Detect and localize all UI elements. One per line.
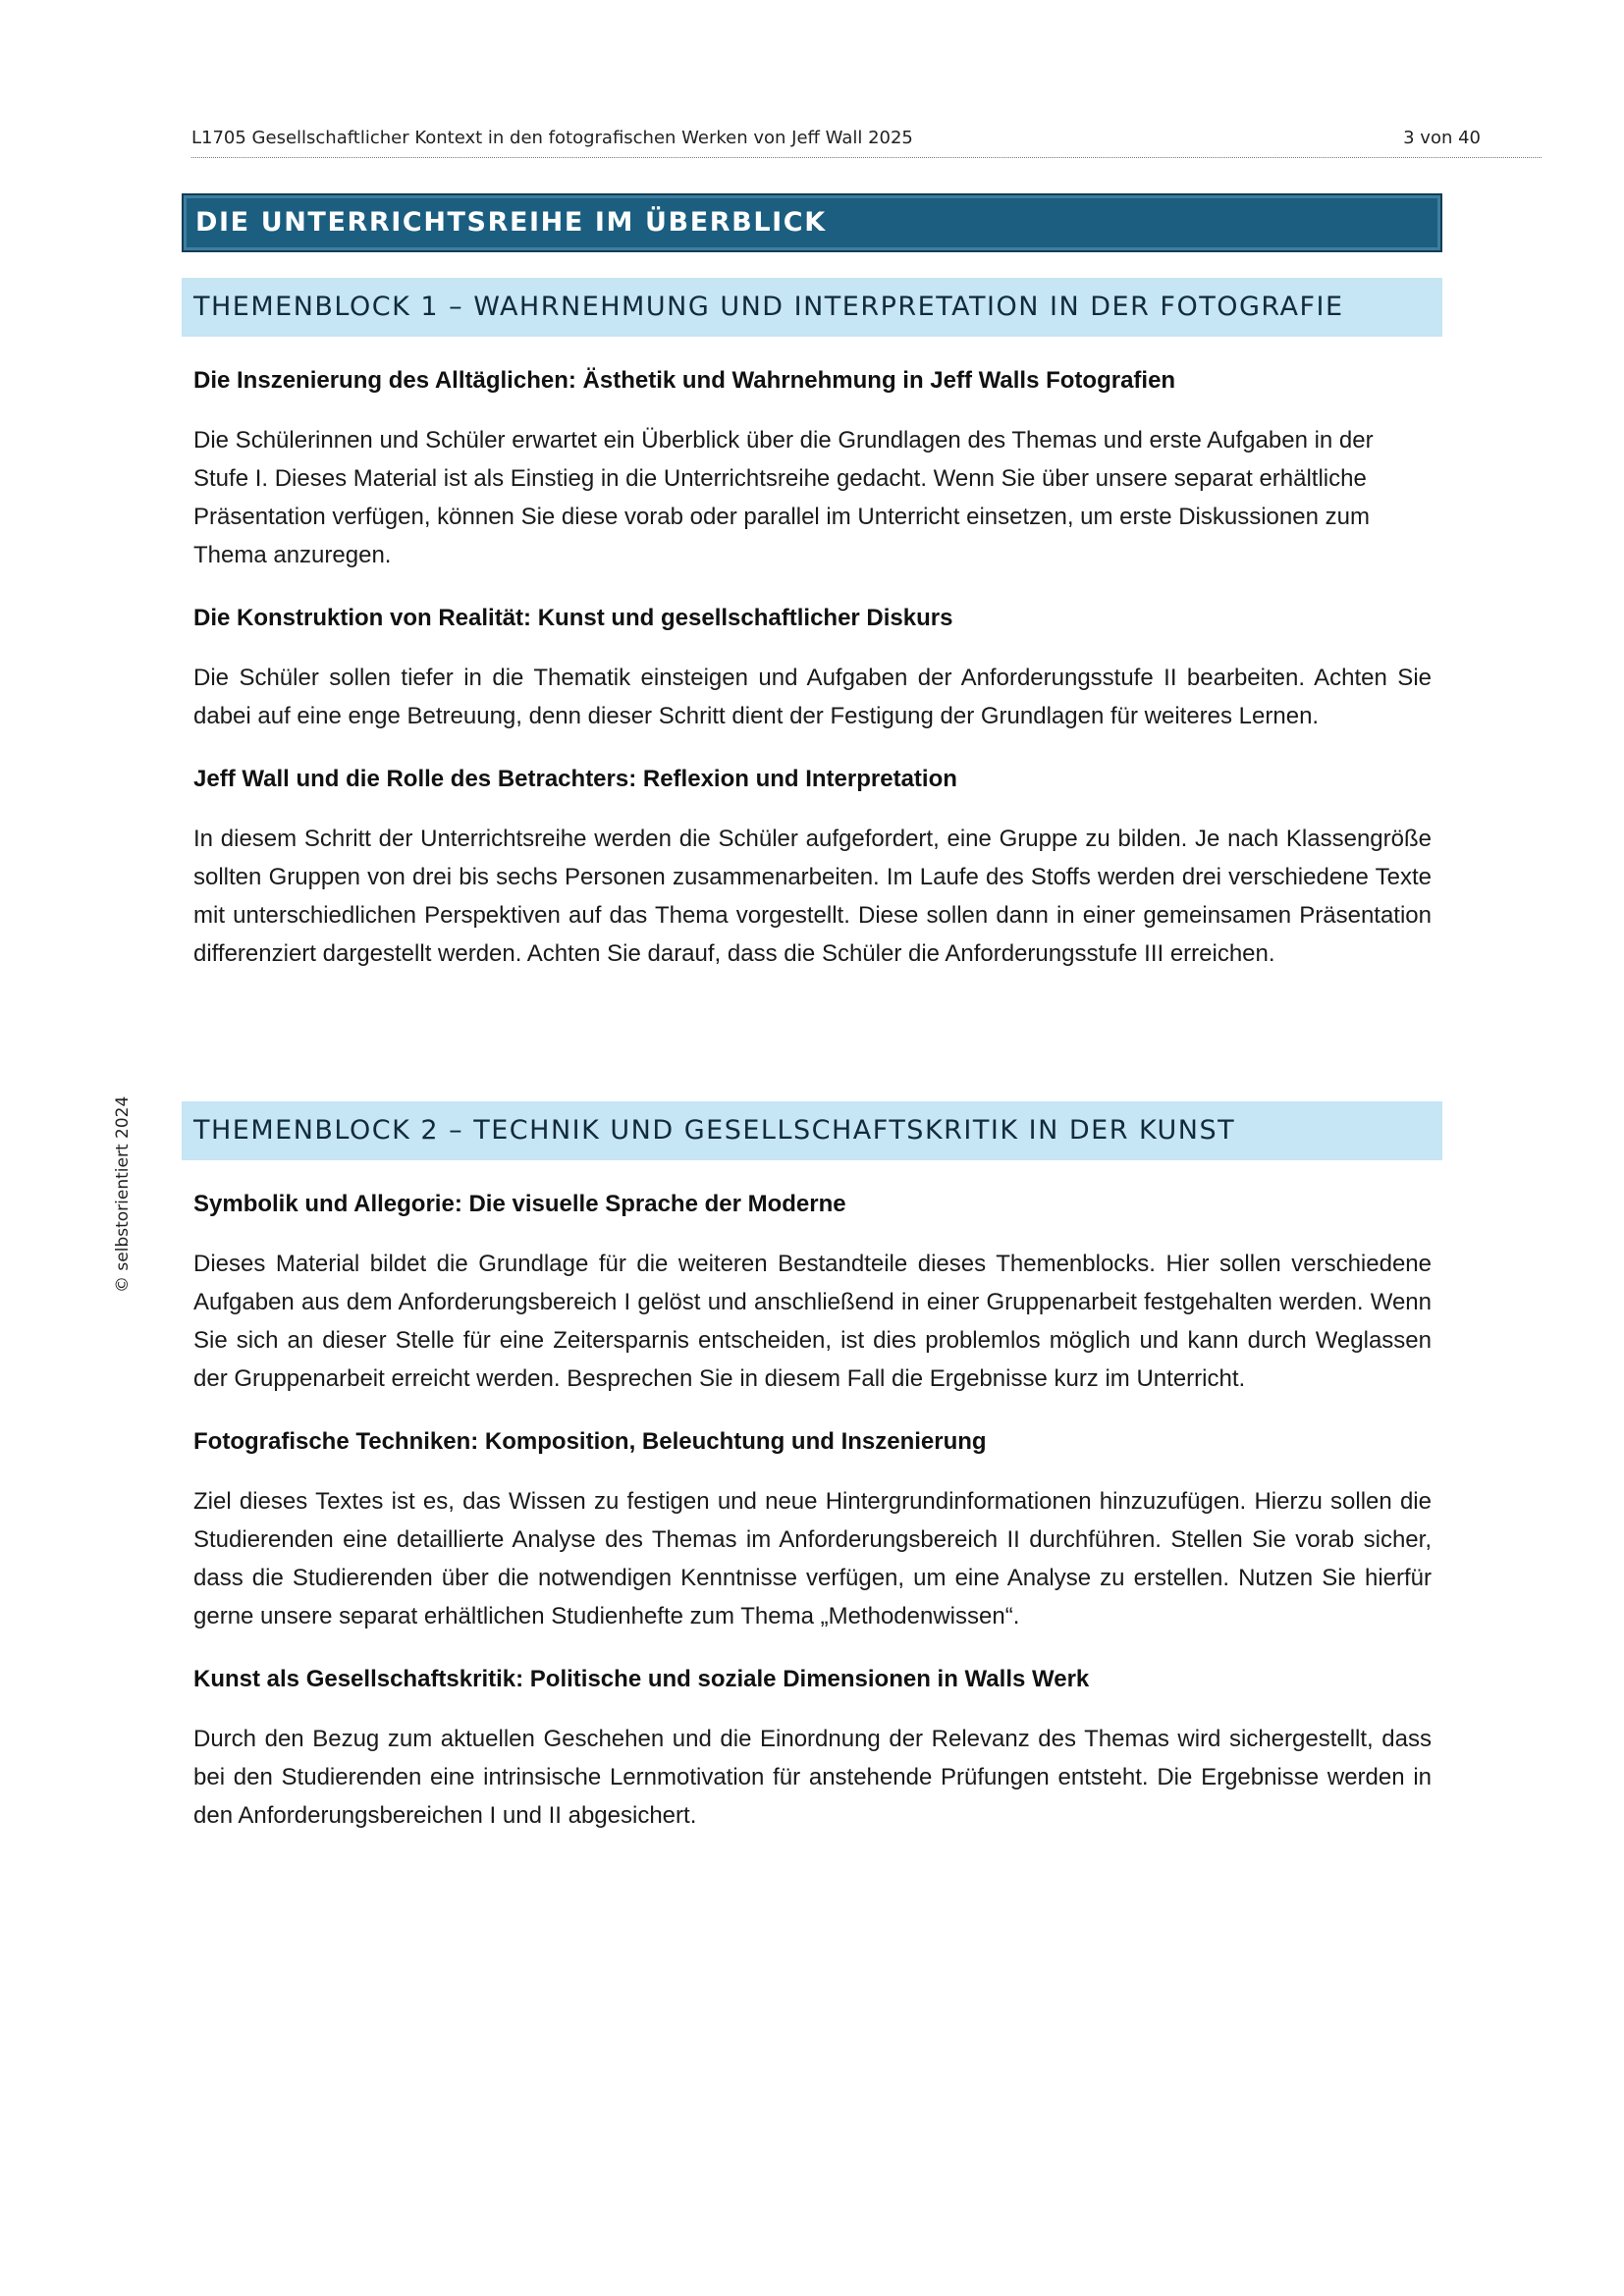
content-entry (193, 603, 1432, 735)
entry-heading: Jeff Wall und die Rolle des Betrachters: Reflexion und Interpretation (193, 766, 957, 792)
page-number: 3 von 40 (1403, 128, 1481, 148)
content-entry (193, 1189, 1432, 1398)
entry-paragraph: Dieses Material bildet die Grundlage für die weiteren Bestandteile dieses Themenblocks. Hier sollen verschiedene Aufgaben aus dem Anforderungsbereich I gelöst und anschließend in einer Gruppenarbeit festgehalten werden. Wenn Sie sich an dieser Stelle für eine Zeitersparnis entscheiden, ist dies problemlos möglich und kann durch Weglassen der Gruppenarbeit erreicht werden. Besprechen Sie in diesem Fall die Ergebnisse kurz im Unterricht. (193, 1251, 1432, 1392)
content-entry (193, 1426, 1432, 1635)
content-entry (193, 365, 1432, 574)
entry-paragraph: Ziel dieses Textes ist es, das Wissen zu festigen und neue Hintergrundinformationen hinzuzufügen. Hierzu sollen die Studierenden eine detaillierte Analyse des Themas im Anforderungsbereich II durchführen. Stellen Sie vorab sicher, dass die Studierenden über die notwendigen Kenntnisse verfügen, um eine Analyse zu erstellen. Nutzen Sie hierfür gerne unsere separat erhältlichen Studienhefte zum Thema „Methodenwissen“. (193, 1488, 1432, 1629)
entry-heading: Die Konstruktion von Realität: Kunst und gesellschaftlicher Diskurs (193, 605, 953, 631)
entry-paragraph: Die Schüler sollen tiefer in die Thematik einsteigen und Aufgaben der Anforderungsstufe II bearbeiten. Achten Sie dabei auf eine enge Betreuung, denn dieser Schritt dient der Festigung der Grundlagen für weiteres Lernen. (193, 665, 1432, 729)
themenblock-title: THEMENBLOCK 2 – TECHNIK UND GESELLSCHAFTSKRITIK IN DER KUNST (182, 1101, 1442, 1160)
entry-heading: Fotografische Techniken: Komposition, Beleuchtung und Inszenierung (193, 1428, 987, 1455)
entry-paragraph: Die Schülerinnen und Schüler erwartet ein Überblick über die Grundlagen des Themas und erste Aufgaben in der Stufe I. Dieses Material ist als Einstieg in die Unterrichtsreihe gedacht. Wenn Sie über unsere separat erhältliche Präsentation verfügen, können Sie diese vorab oder parallel im Unterricht einsetzen, um erste Diskussionen zum Thema anzuregen. (193, 427, 1374, 568)
themenblock-2 (182, 1101, 1442, 1835)
page-title: DIE UNTERRICHTSREIHE IM ÜBERBLICK (182, 193, 1442, 252)
entry-heading: Die Inszenierung des Alltäglichen: Ästhetik und Wahrnehmung in Jeff Walls Fotografien (193, 367, 1176, 394)
themenblock-1 (182, 278, 1442, 973)
content-entry (193, 764, 1432, 973)
entry-paragraph: Durch den Bezug zum aktuellen Geschehen und die Einordnung der Relevanz des Themas wird sichergestellt, dass bei den Studierenden eine intrinsische Lernmotivation für anstehende Prüfungen entsteht. Die Ergebnisse werden in den Anforderungsbereichen I und II abgesichert. (193, 1726, 1432, 1829)
copyright-note: © selbstorientiert 2024 (113, 1095, 133, 1293)
entry-paragraph: In diesem Schritt der Unterrichtsreihe werden die Schüler aufgefordert, eine Gruppe zu bilden. Je nach Klassengröße sollten Gruppen von drei bis sechs Personen zusammenarbeiten. Im Laufe des Stoffs werden drei verschiedene Texte mit unterschiedlichen Perspektiven auf das Thema vorgestellt. Diese sollen dann in einer gemeinsamen Präsentation differenziert dargestellt werden. Achten Sie darauf, dass die Schüler die Anforderungsstufe III erreichen. (193, 826, 1432, 967)
entry-heading: Kunst als Gesellschaftskritik: Politische und soziale Dimensionen in Walls Werk (193, 1666, 1090, 1692)
content-entry (193, 1664, 1432, 1835)
document-title: L1705 Gesellschaftlicher Kontext in den fotografischen Werken von Jeff Wall 2025 (191, 128, 913, 148)
entry-heading: Symbolik und Allegorie: Die visuelle Sprache der Moderne (193, 1191, 846, 1217)
themenblock-title: THEMENBLOCK 1 – WAHRNEHMUNG UND INTERPRETATION IN DER FOTOGRAFIE (182, 278, 1442, 337)
page-header (191, 126, 1542, 158)
